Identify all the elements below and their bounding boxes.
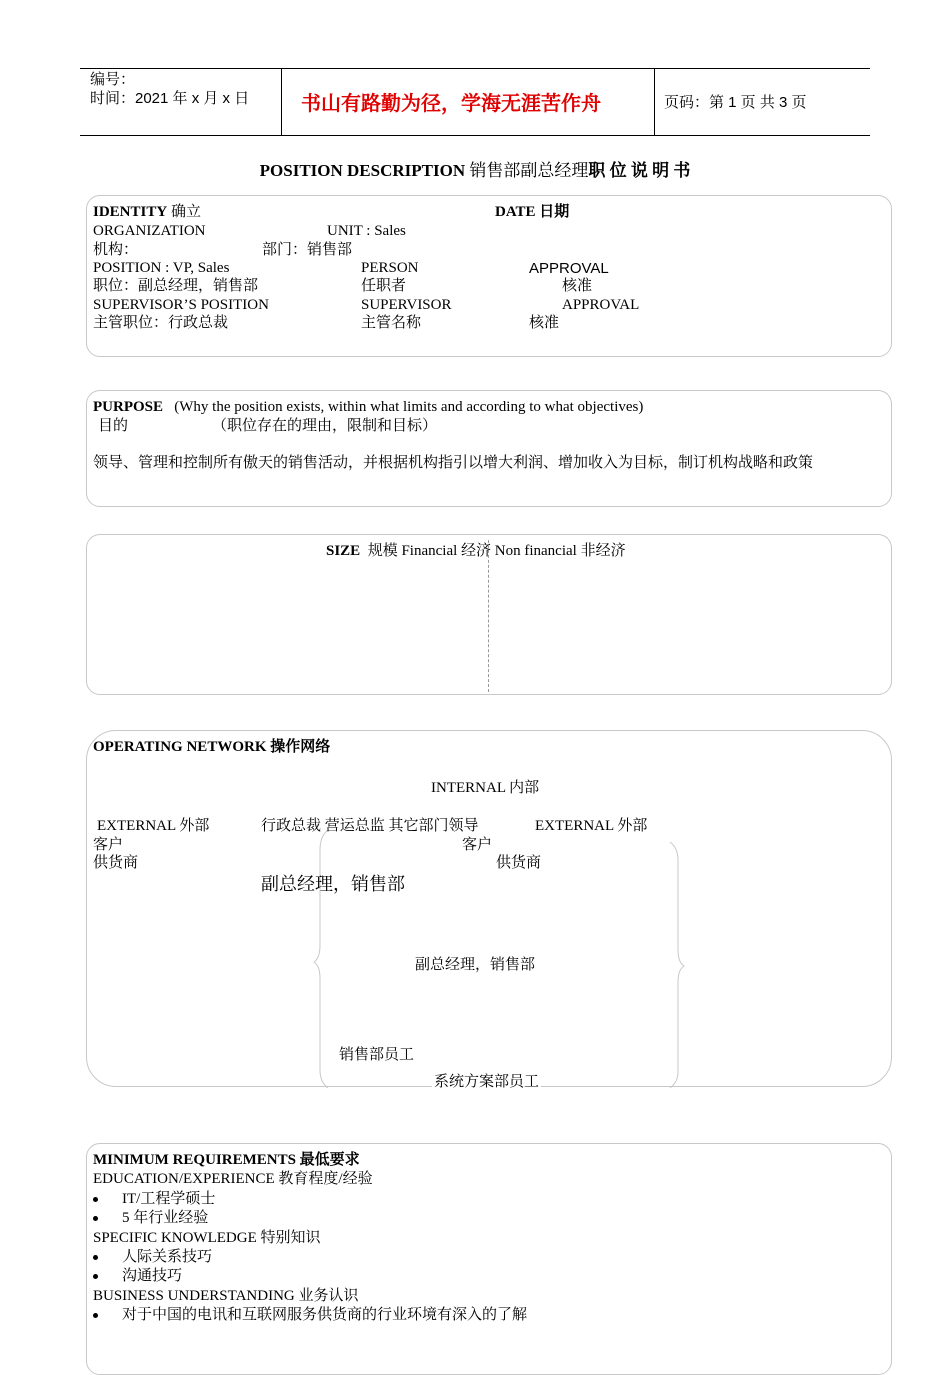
doc-number-label: 编号：	[90, 71, 136, 88]
supplier-left-label: 供货商	[93, 855, 139, 871]
bullet-icon	[93, 1216, 98, 1221]
edu-heading: EDUCATION/EXPERIENCE 教育程度/经验	[93, 1171, 373, 1187]
supervisor-name-cn-label: 主管名称	[361, 315, 422, 331]
approve-cn-label-2: 核准	[529, 315, 560, 331]
header-top-rule	[80, 68, 870, 69]
solution-staff-label: 系统方案部员工	[434, 1074, 540, 1090]
size-line: 规模 Financial 经济 Non financial 非经济	[367, 543, 626, 559]
purpose-text: 领导、管理和控制所有傲天的销售活动，并根据机构指引以增大利润、增加收入为目标，制订机构战略和政策	[93, 455, 814, 471]
supplier-right-label: 供货商	[496, 855, 542, 871]
knowledge-item: 沟通技巧	[122, 1268, 183, 1284]
network-heading: OPERATING NETWORK 操作网络	[93, 739, 331, 755]
bullet-icon	[93, 1274, 98, 1279]
external-right-label: EXTERNAL 外部	[535, 818, 648, 834]
purpose-heading-en: PURPOSE	[93, 399, 164, 415]
knowledge-heading: SPECIFIC KNOWLEDGE 特别知识	[93, 1230, 321, 1246]
edu-item: IT/工程学硕士	[122, 1191, 216, 1207]
approval-label-1: APPROVAL	[529, 260, 609, 277]
business-item: 对于中国的电讯和互联网服务供货商的行业环境有深入的了解	[122, 1307, 528, 1323]
identity-heading-en: IDENTITY	[93, 204, 168, 220]
approve-cn-label-1: 核准	[562, 278, 593, 294]
vp-center-label: 副总经理，销售部	[415, 957, 536, 973]
dept-cn-label: 部门：销售部	[262, 242, 353, 258]
incumbent-cn-label: 任职者	[361, 278, 407, 294]
header-divider-right	[654, 68, 655, 135]
position-cn-label: 职位：副总经理，销售部	[93, 278, 259, 294]
identity-heading-cn: 确立	[170, 204, 201, 220]
person-label: PERSON	[361, 260, 419, 276]
doc-time-label: 时间：2021 年 x 月 x 日	[90, 90, 250, 107]
header-motto: 书山有路勤为径，学海无涯苦作舟	[301, 93, 601, 115]
bullet-icon	[93, 1255, 98, 1260]
vp-big-label: 副总经理，销售部	[261, 874, 405, 894]
knowledge-item: 人际关系技巧	[122, 1249, 213, 1265]
page-info: 页码：第 1 页 共 3 页	[664, 94, 807, 111]
edu-item: 5 年行业经验	[122, 1210, 209, 1226]
purpose-subtitle-cn: （职位存在的理由，限制和目标）	[212, 418, 438, 434]
org-cn-label: 机构：	[93, 242, 139, 258]
supervisor-label: SUPERVISOR	[361, 297, 452, 313]
customer-left-label: 客户	[93, 837, 124, 853]
purpose-label-cn: 目的	[98, 418, 129, 434]
supervisor-position-label: SUPERVISOR’S POSITION	[93, 297, 269, 313]
purpose-heading	[93, 400, 643, 415]
internal-roles-label: 行政总裁 营运总监 其它部门领导	[261, 818, 479, 834]
title-cn: 销售部副总经理	[469, 161, 589, 180]
internal-label: INTERNAL 内部	[431, 780, 540, 796]
bullet-icon	[93, 1313, 98, 1318]
supervisor-position-cn-label: 主管职位：行政总裁	[93, 315, 229, 331]
sales-staff-label: 销售部员工	[339, 1047, 415, 1063]
date-label: DATE 日期	[495, 204, 570, 220]
unit-label: UNIT : Sales	[327, 223, 406, 239]
requirements-heading: MINIMUM REQUIREMENTS 最低要求	[93, 1152, 360, 1168]
approval-label-2: APPROVAL	[562, 297, 640, 313]
size-heading-en: SIZE	[326, 543, 361, 559]
size-heading	[326, 544, 626, 559]
header-bottom-rule	[80, 135, 870, 136]
identity-box	[86, 195, 892, 357]
purpose-subtitle: (Why the position exists, within what limits and according to what objectives)	[174, 399, 644, 415]
external-left-label: EXTERNAL 外部	[97, 818, 210, 834]
page-title	[0, 162, 950, 179]
customer-right-label: 客户	[462, 837, 493, 853]
bullet-icon	[93, 1197, 98, 1202]
title-cn-bold: 职 位 说 明 书	[588, 161, 691, 180]
header-divider-left	[281, 68, 282, 135]
organization-label: ORGANIZATION	[93, 223, 206, 239]
identity-heading	[93, 205, 201, 220]
title-en: POSITION DESCRIPTION	[259, 161, 466, 180]
business-heading: BUSINESS UNDERSTANDING 业务认识	[93, 1288, 359, 1304]
position-label: POSITION : VP, Sales	[93, 260, 230, 276]
size-divider	[488, 540, 489, 692]
